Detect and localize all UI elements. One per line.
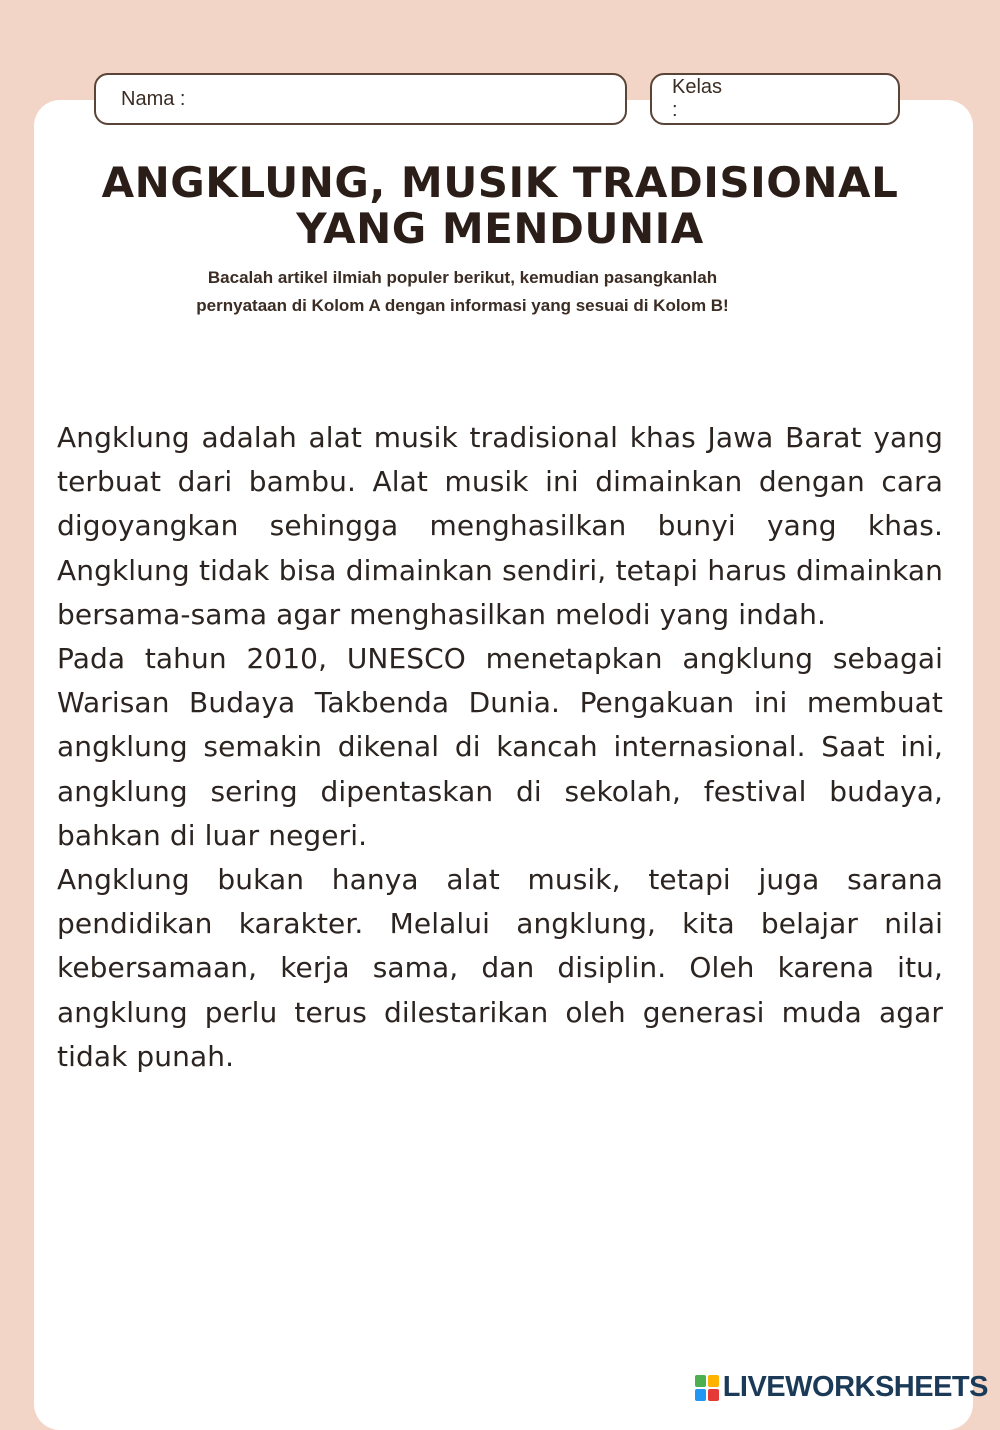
page-title <box>60 160 940 252</box>
instruction-line-1: Bacalah artikel ilmiah populer berikut, kemudian pasangkanlah <box>207 268 718 287</box>
logo-square-2 <box>708 1375 719 1387</box>
page-title-line-2: YANG MENDUNIA <box>296 204 704 253</box>
name-label: Nama : <box>121 87 186 110</box>
liveworksheets-logo-icon <box>695 1375 719 1401</box>
instruction-line-2: pernyataan di Kolom A dengan informasi yang sesuai di Kolom B! <box>196 296 729 315</box>
logo-square-4 <box>708 1389 719 1401</box>
article-paragraph-1: Angklung adalah alat musik tradisional khas Jawa Barat yang terbuat dari bambu. Alat musik ini dimainkan dengan cara digoyangkan sehingga menghasilkan bunyi yang khas. Angklung tidak bisa dimainkan sendiri, tetapi harus dimainkan bersama-sama agar menghasilkan melodi yang indah. <box>57 421 943 631</box>
logo-square-1 <box>695 1375 706 1387</box>
class-label: Kelas : <box>672 76 723 121</box>
instruction-text <box>100 264 825 320</box>
article-paragraph-3: Angklung bukan hanya alat musik, tetapi juga sarana pendidikan karakter. Melalui angklung, kita belajar nilai kebersamaan, kerja sama, dan disiplin. Oleh karena itu, angklung perlu terus dilestarikan oleh generasi muda agar tidak punah. <box>57 863 943 1073</box>
article-paragraph-2: Pada tahun 2010, UNESCO menetapkan angklung sebagai Warisan Budaya Takbenda Dunia. Pengakuan ini membuat angklung semakin dikenal di kancah internasional. Saat ini, angklung sering dipentaskan di sekolah, festival budaya, bahkan di luar negeri. <box>57 642 943 852</box>
brand-text: LIVEWORKSHEETS <box>722 1371 988 1403</box>
class-input[interactable] <box>730 87 999 112</box>
logo-square-3 <box>695 1389 706 1401</box>
name-field[interactable] <box>94 73 627 125</box>
page-title-line-1: ANGKLUNG, MUSIK TRADISIONAL <box>101 158 899 207</box>
class-field[interactable] <box>650 73 900 125</box>
article-body <box>57 416 943 1079</box>
liveworksheets-brand[interactable] <box>695 1371 988 1404</box>
name-input[interactable] <box>193 87 625 112</box>
